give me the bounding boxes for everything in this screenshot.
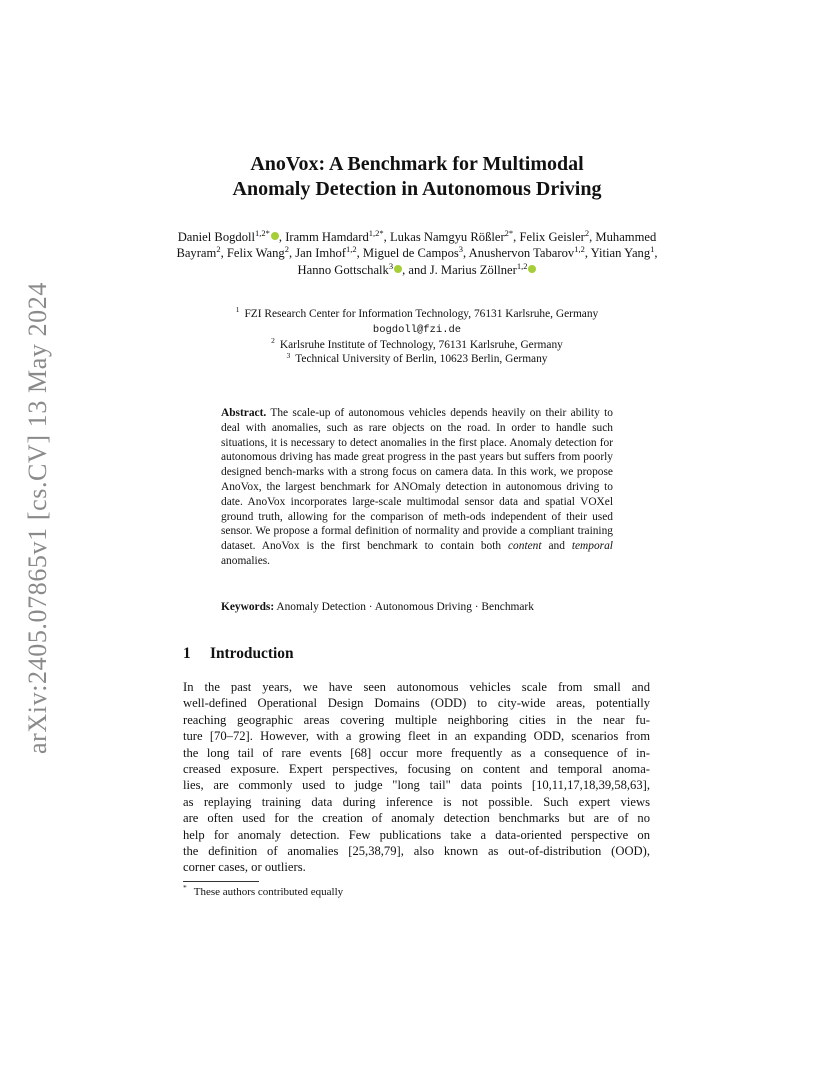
author-affiliation-marker: 1 xyxy=(650,244,655,255)
introduction-paragraph xyxy=(183,679,650,876)
author-name: Miguel de Campos xyxy=(362,246,459,261)
author-affiliation-marker: 2 xyxy=(284,244,289,255)
author xyxy=(429,260,537,277)
author xyxy=(363,246,463,260)
paragraph-line: ture [70–72]. However, with a growing fleet in an expanding ODD, scenarios from xyxy=(183,729,650,744)
paper-title xyxy=(150,152,684,202)
paragraph-line: as replaying training data during inference is not possible. Such expert views xyxy=(183,794,650,809)
orcid-icon[interactable] xyxy=(394,265,402,273)
author-name: Iramm Hamdard xyxy=(285,230,369,244)
author-name: Yitian Yang xyxy=(590,246,651,261)
contact-email[interactable] xyxy=(150,322,684,338)
affiliation-list xyxy=(150,307,684,367)
author-name: Felix Geisler xyxy=(519,230,585,244)
paragraph-line: In the past years, we have seen autonomous vehicles scale from small and xyxy=(183,680,650,694)
paper-title-line-1: AnoVox: A Benchmark for Multimodal xyxy=(250,153,584,175)
author-affiliation-marker: 1,2* xyxy=(368,227,384,238)
abstract-emphasis-temporal: temporal xyxy=(571,540,613,553)
author xyxy=(295,246,356,260)
keyword-items: Anomaly Detection · Autonomous Driving · Benchmark xyxy=(276,601,534,613)
keywords xyxy=(221,600,613,615)
author xyxy=(591,246,655,260)
abstract-text: The scale-up of autonomous vehicles depends heavily on their ability to deal with anomalies, such as rare objects on the road. In order to handle such situations, it is necessary to detect anomalies in the first place. Anomaly detection for autonomous driving has made great progress in the past years but suffers from poorly designed bench-marks with a strong focus on camera data. In this work, we propose AnoVox, the largest benchmark for ANOmaly detection in autonomous driving to date. AnoVox incorporates large-scale multimodal sensor data and spatial VOXel ground truth, allowing for the comparison of meth-ods independent of their used sensor. We propose a formal definition of normality and provide a compliant training dataset. AnoVox is the first benchmark to contain both xyxy=(221,407,613,553)
keyword: Autonomous Driving xyxy=(374,601,472,613)
author-name: Muhammed Bayram xyxy=(176,230,657,261)
footnote-mark: * xyxy=(183,883,187,893)
affiliation xyxy=(150,335,684,353)
paragraph-line: creased exposure. Expert perspectives, focusing on content and temporal anoma- xyxy=(183,762,650,777)
abstract-text-and: and xyxy=(548,540,565,553)
author-affiliation-marker: 3 xyxy=(388,260,394,271)
author-name: Lukas Namgyu Rößler xyxy=(389,230,505,244)
paragraph-line: corner cases, or outliers. xyxy=(183,860,306,875)
paper-title-line-2: Anomaly Detection in Autonomous Driving xyxy=(232,178,602,200)
abstract-label: Abstract. xyxy=(221,407,267,419)
footnote xyxy=(183,885,343,899)
affiliation-number: 2 xyxy=(271,335,275,345)
author-name: Jan Imhof xyxy=(295,246,346,261)
affiliation-number: 3 xyxy=(286,350,291,360)
author xyxy=(285,227,384,244)
paragraph-line: well-defined Operational Design Domains (ODD) to city-wide areas, potentially xyxy=(183,696,650,711)
paragraph-line: the definition of anomalies [25,38,79], also known as out-of-distribution (OOD), xyxy=(183,844,650,859)
author-affiliation-marker: 3 xyxy=(458,244,464,255)
author xyxy=(177,227,279,244)
author-affiliation-marker: 2 xyxy=(584,227,590,238)
author xyxy=(227,246,289,260)
footnote-text: These authors contributed equally xyxy=(193,886,344,898)
affiliation-text: Karlsruhe Institute of Technology, 76131 Karlsruhe, Germany xyxy=(279,338,563,351)
paragraph-line: help for anomaly detection. Few publications take a data-oriented perspective on xyxy=(183,827,650,842)
affiliation-number: 1 xyxy=(235,305,240,315)
abstract-emphasis-content: content xyxy=(508,540,542,553)
section-title: Introduction xyxy=(210,645,294,662)
author-name: Hanno Gottschalk xyxy=(297,262,389,277)
affiliation xyxy=(150,352,684,367)
author xyxy=(297,260,403,277)
author-name: Anushervon Tabarov xyxy=(468,246,575,261)
author xyxy=(389,227,514,244)
author-affiliation-marker: 2 xyxy=(216,244,221,255)
arxiv-identifier-text: arXiv:2405.07865v1 [cs.CV] 13 May 2024 xyxy=(23,282,53,754)
author-affiliation-marker: 1,2* xyxy=(255,227,270,238)
keywords-label: Keywords: xyxy=(221,601,275,613)
abstract-text-end: anomalies. xyxy=(221,554,271,567)
author-list: Daniel Bogdoll$^{1,2*}$ , Iramm Hamdard$^{1,2*}$, Lukas Namgyu Rößler$^{2*}$, Felix Geisler$^2$, Muhammed Bayram$^2$, Felix Wang$^2$, Jan Imhof$^{1,2}$, Miguel de Campos$^3$, Anushervon Tabarov$^{1,2}$, Yitian Yang$^1$, Hanno Gottschalk$^3$ , and J. Marius Zöllner$^{1,2}$ xyxy=(176,227,658,277)
paragraph-line: lies, are commonly used to judge "long tail" data points [10,11,17,18,39,58,63], xyxy=(183,778,650,793)
author-name: Daniel Bogdoll xyxy=(177,230,256,244)
author-affiliation-marker: 2* xyxy=(504,227,514,238)
affiliation-text: Technical University of Berlin, 10623 Berlin, Germany xyxy=(295,353,548,366)
section-heading-introduction xyxy=(183,645,294,663)
author-name: J. Marius Zöllner xyxy=(429,262,517,277)
author-affiliation-marker: 1,2 xyxy=(574,244,585,255)
arxiv-identifier-stamp xyxy=(16,278,60,758)
paragraph-line: the long tail of rare events [68] occur more frequently as a consequence of in- xyxy=(183,745,650,760)
orcid-icon[interactable] xyxy=(528,265,536,273)
paragraph-line: are often used for the creation of anomaly detection benchmarks but are of no xyxy=(183,811,650,826)
author xyxy=(519,227,590,244)
author-name: Felix Wang xyxy=(226,246,285,261)
keyword: Anomaly Detection xyxy=(276,601,366,613)
affiliation-text: FZI Research Center for Information Technology, 76131 Karlsruhe, Germany xyxy=(244,308,599,320)
orcid-icon[interactable] xyxy=(271,232,279,240)
author-affiliation-marker: 1,2 xyxy=(346,244,357,255)
author xyxy=(469,246,585,260)
keyword: Benchmark xyxy=(481,601,534,613)
author-affiliation-marker: 1,2 xyxy=(516,260,528,271)
footnote-divider xyxy=(183,881,259,882)
affiliation xyxy=(150,307,684,322)
section-number: 1 xyxy=(183,645,191,662)
paragraph-line: reaching geographic areas covering multiple neighboring cities in the near fu- xyxy=(183,712,650,727)
email-text[interactable]: bogdoll@fzi.de xyxy=(372,323,462,336)
abstract xyxy=(221,406,613,569)
